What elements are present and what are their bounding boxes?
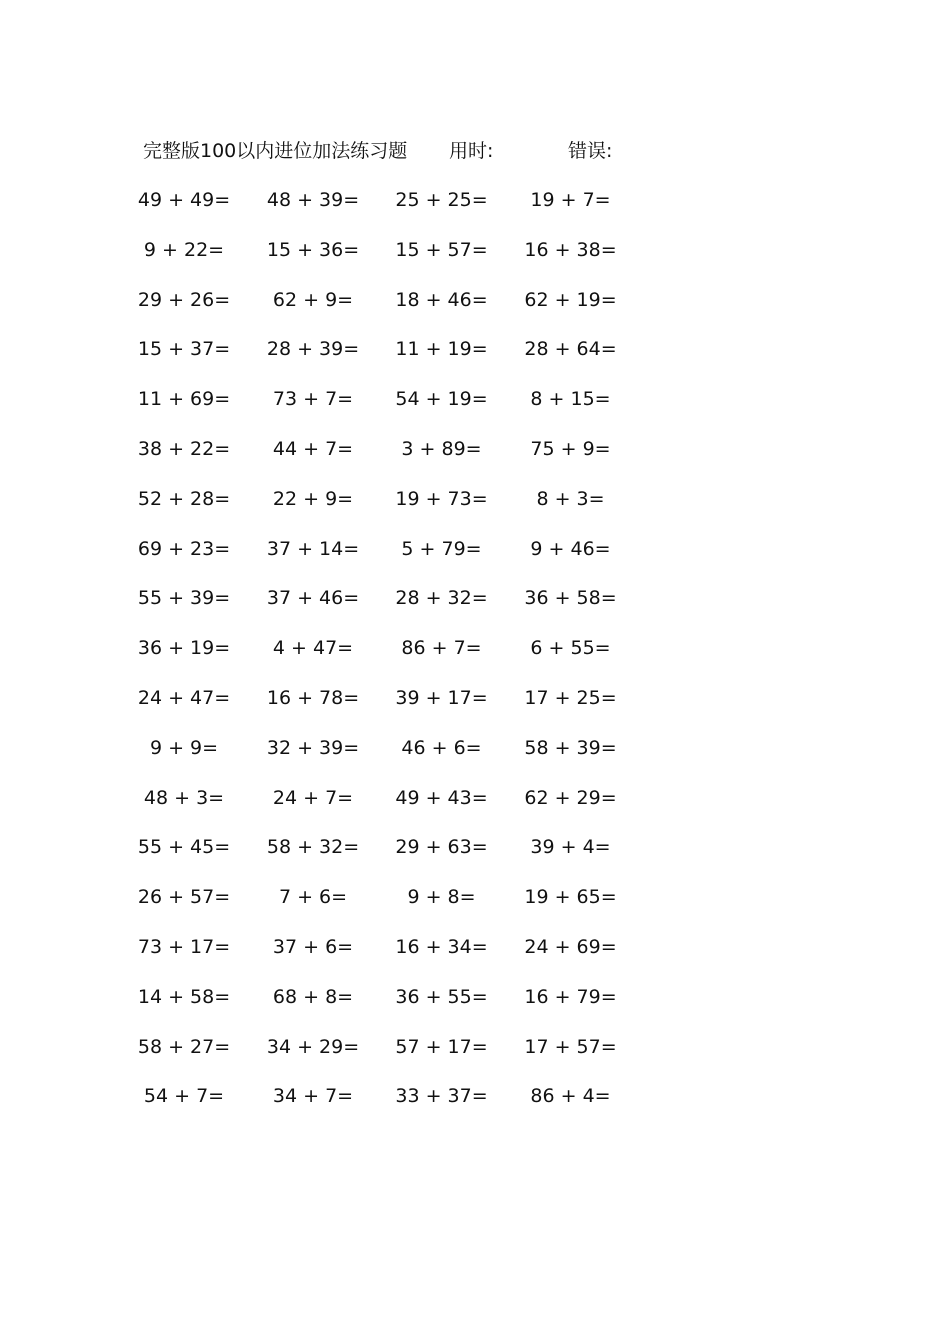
addition-problem: 9 + 8= [407, 886, 476, 909]
problem-row [0, 882, 950, 932]
addition-problem: 55 + 45= [137, 836, 231, 859]
addition-problem: 48 + 3= [143, 786, 225, 809]
addition-problem: 28 + 64= [524, 338, 617, 361]
addition-problem: 75 + 9= [530, 437, 611, 460]
addition-problem: 33 + 37= [395, 1085, 488, 1108]
addition-problem: 28 + 32= [395, 587, 488, 610]
problem-row [0, 384, 950, 434]
addition-problem: 39 + 17= [395, 686, 488, 709]
addition-problem: 62 + 29= [524, 786, 617, 809]
addition-problem: 73 + 17= [137, 935, 231, 958]
addition-problem: 58 + 27= [137, 1035, 231, 1058]
addition-problem: 18 + 46= [395, 288, 488, 311]
addition-problem: 9 + 22= [143, 238, 225, 261]
addition-problem: 86 + 4= [530, 1085, 611, 1108]
addition-problem: 22 + 9= [272, 487, 354, 510]
addition-problem: 57 + 17= [395, 1035, 488, 1058]
addition-problem: 5 + 79= [401, 537, 482, 560]
problem-row [0, 982, 950, 1032]
problem-row [0, 235, 950, 285]
problem-row [0, 733, 950, 783]
addition-problem: 28 + 39= [266, 338, 360, 361]
problem-grid [0, 185, 950, 1131]
addition-problem: 48 + 39= [266, 189, 360, 211]
problem-row [0, 832, 950, 882]
addition-problem: 16 + 38= [524, 238, 617, 261]
addition-problem: 73 + 7= [272, 388, 354, 411]
addition-problem: 24 + 47= [137, 686, 231, 709]
addition-problem: 37 + 6= [272, 935, 354, 958]
problem-row [0, 285, 950, 335]
addition-problem: 36 + 58= [524, 587, 617, 610]
addition-problem: 3 + 89= [401, 437, 482, 460]
problem-row [0, 583, 950, 633]
addition-problem: 49 + 43= [395, 786, 488, 809]
addition-problem: 68 + 8= [272, 985, 354, 1008]
addition-problem: 17 + 57= [524, 1035, 617, 1058]
addition-problem: 86 + 7= [401, 637, 482, 660]
addition-problem: 37 + 14= [266, 537, 360, 560]
addition-problem: 36 + 19= [137, 637, 231, 660]
addition-problem: 37 + 46= [266, 587, 360, 610]
problem-row [0, 1032, 950, 1082]
problem-row [0, 334, 950, 384]
addition-problem: 29 + 26= [137, 288, 231, 311]
addition-problem: 8 + 15= [530, 388, 611, 411]
problem-row [0, 932, 950, 982]
addition-problem: 46 + 6= [401, 736, 482, 759]
addition-problem: 69 + 23= [137, 537, 231, 560]
addition-problem: 54 + 19= [395, 388, 488, 411]
addition-problem: 34 + 7= [272, 1085, 354, 1108]
addition-problem: 8 + 3= [536, 487, 605, 510]
problem-row [0, 783, 950, 833]
addition-problem: 16 + 34= [395, 935, 488, 958]
addition-problem: 9 + 9= [149, 736, 219, 759]
addition-problem: 36 + 55= [395, 985, 488, 1008]
problem-row [0, 633, 950, 683]
addition-problem: 19 + 73= [395, 487, 488, 510]
addition-problem: 29 + 63= [395, 836, 488, 859]
addition-problem: 34 + 29= [266, 1035, 360, 1058]
addition-problem: 15 + 37= [137, 338, 231, 361]
addition-problem: 58 + 39= [524, 736, 617, 759]
problem-row [0, 683, 950, 733]
worksheet-header [0, 136, 950, 166]
addition-problem: 62 + 19= [524, 288, 617, 311]
time-used-label: 用时: [449, 140, 494, 162]
addition-problem: 52 + 28= [137, 487, 231, 510]
problem-row [0, 484, 950, 534]
addition-problem: 44 + 7= [272, 437, 354, 460]
addition-problem: 9 + 46= [530, 537, 611, 560]
addition-problem: 16 + 79= [524, 985, 617, 1008]
addition-problem: 6 + 55= [530, 637, 611, 660]
addition-problem: 26 + 57= [137, 886, 231, 909]
addition-problem: 32 + 39= [266, 736, 360, 759]
problem-row [0, 434, 950, 484]
addition-problem: 15 + 57= [395, 238, 488, 261]
addition-problem: 55 + 39= [137, 587, 231, 610]
addition-problem: 24 + 69= [524, 935, 617, 958]
addition-problem: 54 + 7= [143, 1085, 225, 1108]
addition-problem: 24 + 7= [272, 786, 354, 809]
problem-row [0, 534, 950, 584]
addition-problem: 49 + 49= [137, 189, 231, 211]
addition-problem: 19 + 7= [530, 189, 611, 211]
addition-problem: 11 + 19= [395, 338, 488, 361]
addition-problem: 11 + 69= [137, 388, 231, 411]
addition-problem: 17 + 25= [524, 686, 617, 709]
problem-row [0, 185, 950, 235]
addition-problem: 39 + 4= [530, 836, 611, 859]
addition-problem: 4 + 47= [272, 637, 354, 660]
addition-problem: 58 + 32= [266, 836, 360, 859]
addition-problem: 14 + 58= [137, 985, 231, 1008]
error-count-label: 错误: [568, 140, 613, 162]
addition-problem: 25 + 25= [395, 189, 488, 211]
addition-problem: 15 + 36= [266, 238, 360, 261]
addition-problem: 38 + 22= [137, 437, 231, 460]
addition-problem: 7 + 6= [278, 886, 348, 909]
problem-row [0, 1081, 950, 1131]
addition-problem: 16 + 78= [266, 686, 360, 709]
addition-problem: 19 + 65= [524, 886, 617, 909]
worksheet-title: 完整版100以内进位加法练习题 [143, 140, 408, 162]
addition-problem: 62 + 9= [272, 288, 354, 311]
